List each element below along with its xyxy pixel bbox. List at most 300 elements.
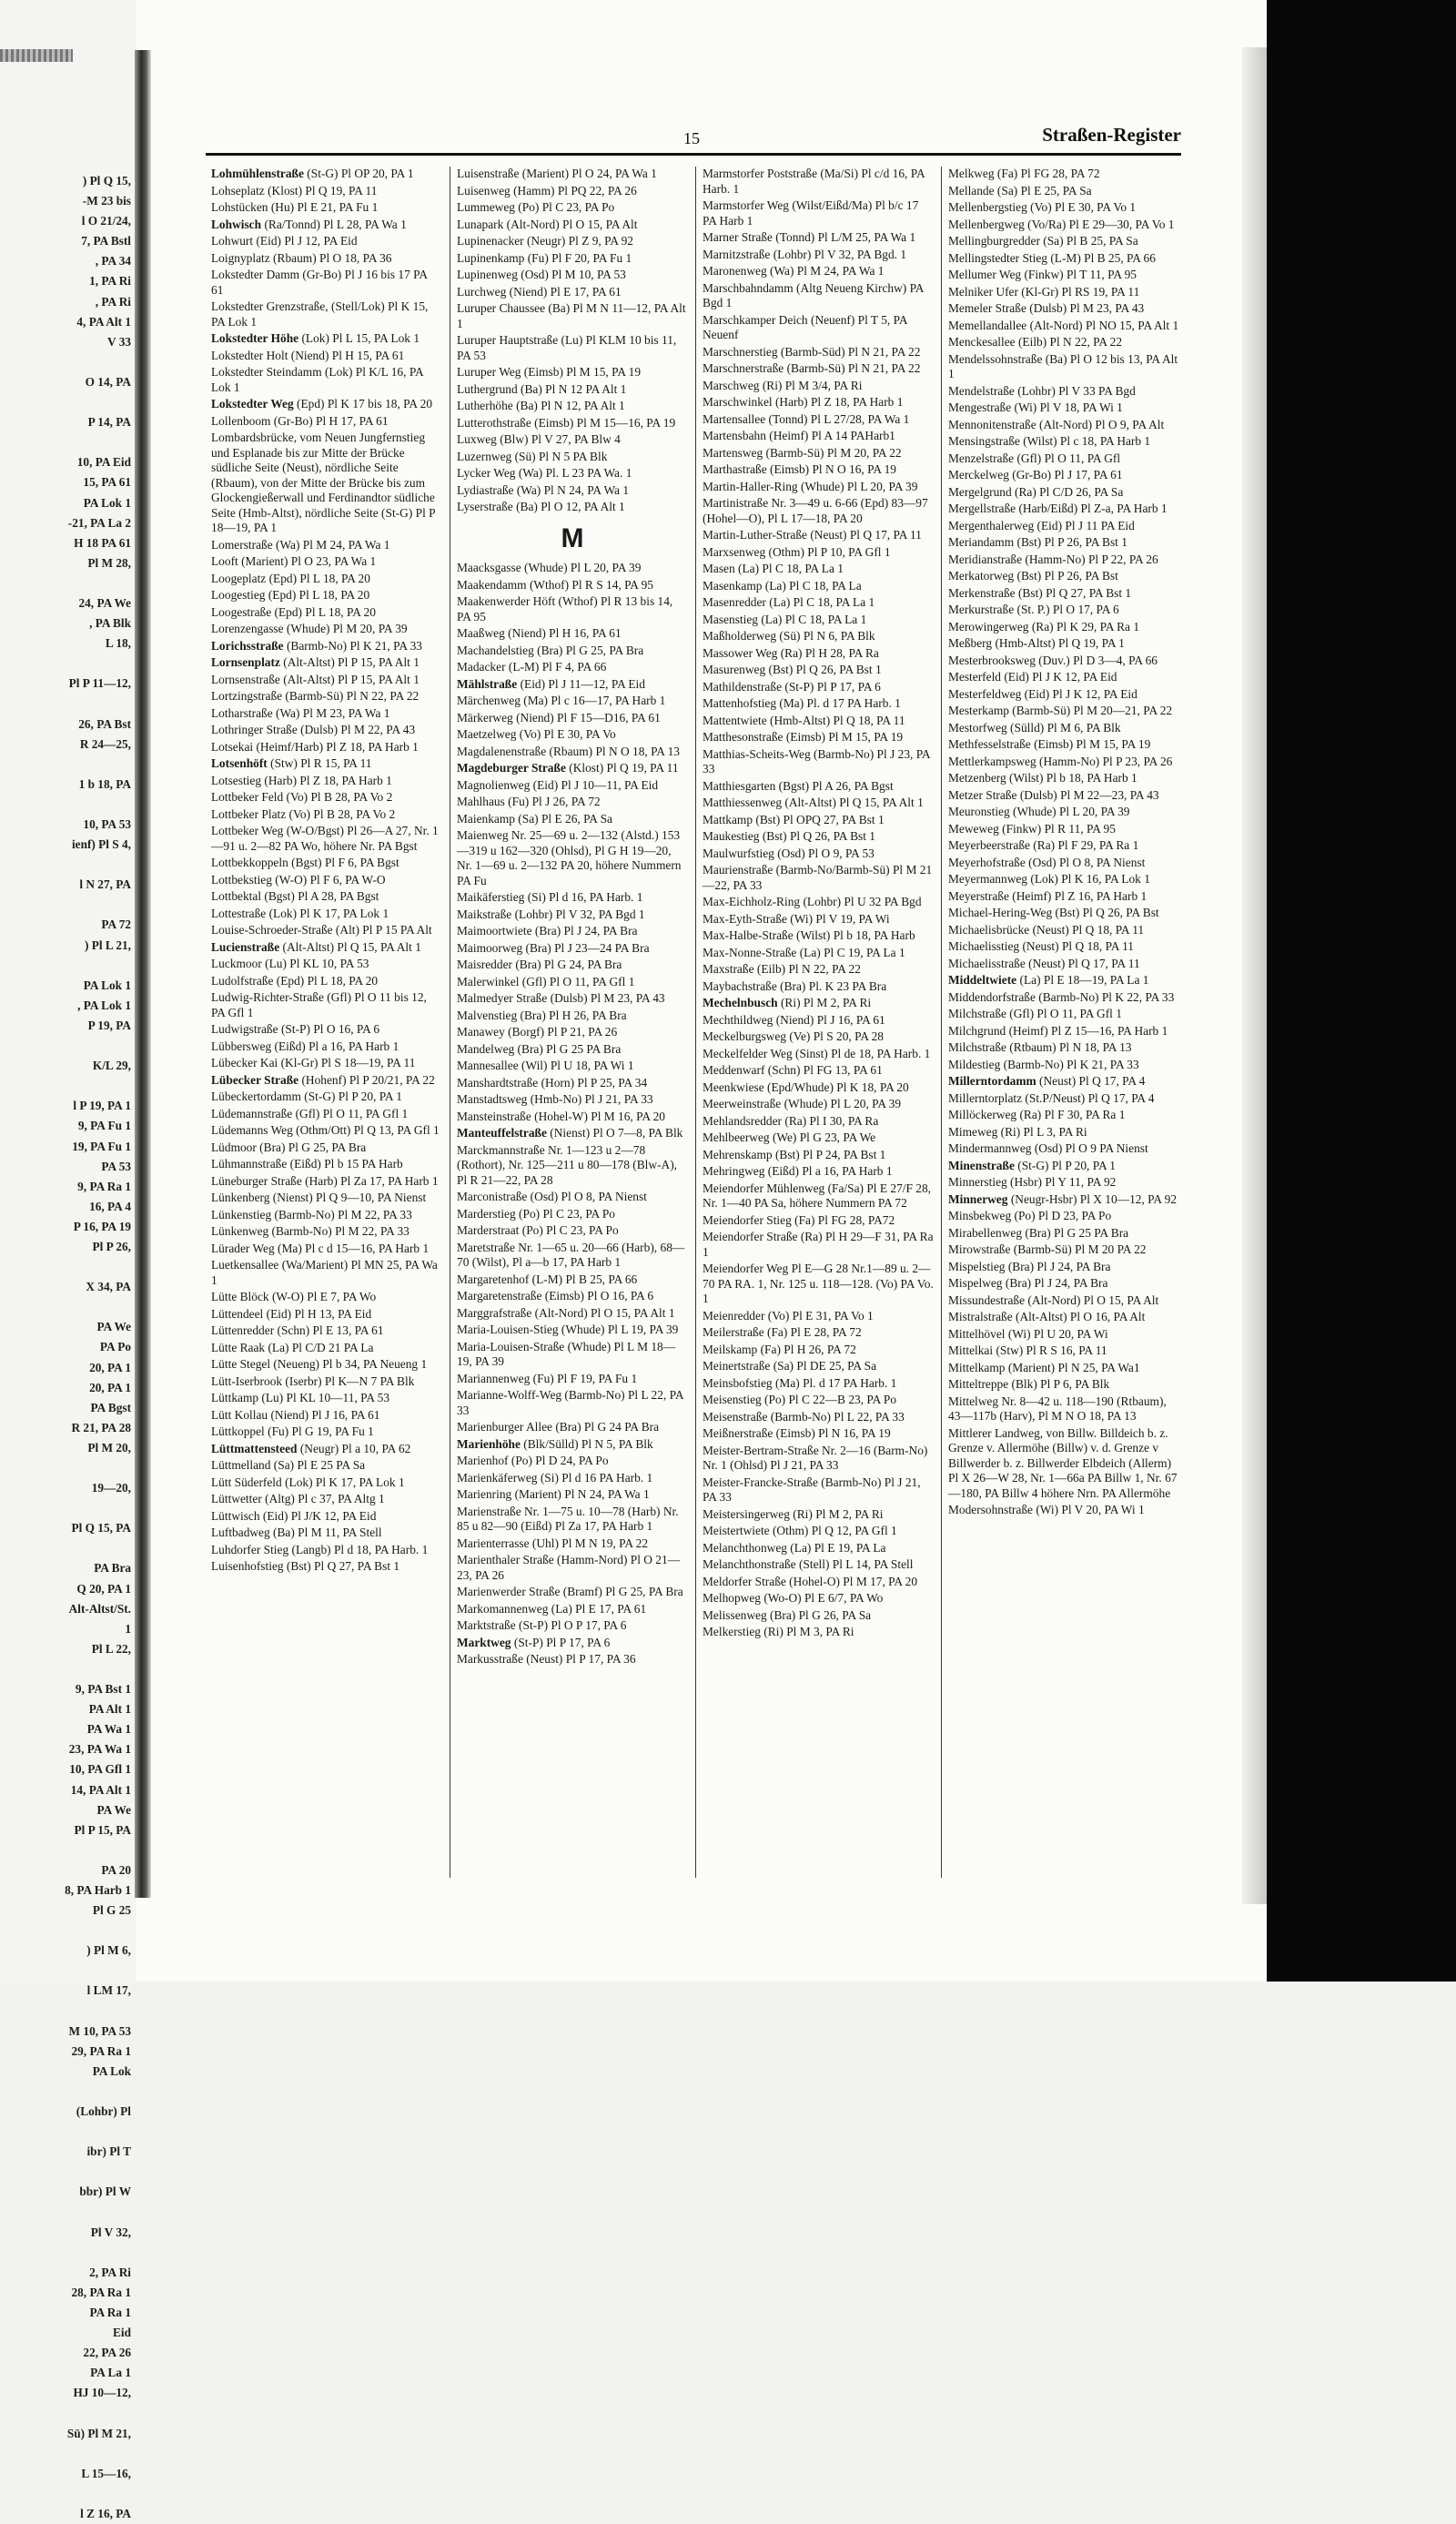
street-details: Marienthaler Straße (Hamm-Nord) Pl O 21—23, PA 26 [457,1553,681,1582]
street-details: Lottbekstieg (W-O) Pl F 6, PA W-O [211,872,386,887]
street-entry [948,788,1179,804]
previous-page-line: PA Wa 1 [86,1722,131,1737]
street-entry [457,594,688,624]
street-entry [948,569,1179,584]
street-entry [948,1159,1179,1174]
street-entry [211,1509,442,1525]
street-entry [457,218,688,233]
street-details: Lornsenstraße (Alt-Altst) Pl P 15, PA Alt 1 [211,672,420,686]
street-entry [703,1309,934,1324]
street-name-bold: Millerntordamm [948,1074,1036,1088]
street-entry [948,973,1179,988]
street-details: Ludolfstraße (Epd) Pl L 18, PA 20 [211,973,379,988]
street-entry [948,434,1179,450]
street-details: Marschnerstraße (Barmb-Sü) Pl N 21, PA 22 [703,361,921,375]
street-details: Meckelburgsweg (Ve) Pl S 20, PA 28 [703,1029,884,1043]
street-entry [211,1492,442,1507]
street-entry [457,1025,688,1040]
street-details: Lottestraße (Lok) Pl K 17, PA Lok 1 [211,906,389,920]
previous-page-lines [4,171,131,2524]
street-details: Meister-Francke-Straße (Barmb-No) Pl J 21, PA 33 [703,1475,921,1504]
street-entry [211,1208,442,1223]
previous-page-line [4,1076,131,1096]
street-details: Mariannenweg (Fu) Pl F 19, PA Fu 1 [457,1371,638,1385]
street-details: Mesterfeld (Eid) Pl J K 12, PA Eid [948,670,1117,684]
street-entry [948,268,1179,283]
street-details: (Hohenf) Pl P 20/21, PA 22 [301,1072,435,1087]
previous-page-line: 29, PA Ra 1 [71,2043,131,2058]
street-entry [703,1591,934,1607]
street-details: Marienhof (Po) Pl D 24, PA Po [457,1454,609,1467]
street-entry [948,704,1179,719]
street-name-bold: Minnerweg [948,1191,1008,1206]
previous-page-line: PA 72 [101,917,131,932]
street-entry [948,1503,1179,1518]
previous-page-line: Q 20, PA 1 [76,1581,131,1596]
street-details: Mattentwiete (Hmb-Altst) Pl Q 18, PA 11 [703,713,905,727]
street-details: Lüttendeel (Eid) Pl H 13, PA Eid [211,1306,372,1321]
street-details: Lütte Blöck (W-O) Pl E 7, PA Wo [211,1290,377,1303]
street-details: Mannesallee (Wil) Pl U 18, PA Wi 1 [457,1059,634,1072]
street-entry [211,824,442,854]
street-entry [211,807,442,823]
street-details: Marthastraße (Eimsb) Pl N O 16, PA 19 [703,462,896,476]
street-details: Luruper Weg (Eimsb) Pl M 15, PA 19 [457,365,642,379]
street-entry [457,416,688,431]
street-details: Lollenboom (Gr-Bo) Pl H 17, PA 61 [211,413,389,428]
street-details: Mittelhövel (Wi) Pl U 20, PA Wi [948,1326,1108,1341]
street-entry [948,234,1179,249]
street-entry [211,957,442,972]
street-entry [211,655,442,671]
street-details: Mengestraße (Wi) Pl V 18, PA Wi 1 [948,400,1123,414]
street-details: (Neust) Pl Q 17, PA 4 [1039,1074,1146,1088]
street-details: Marianne-Wolff-Weg (Barmb-No) Pl L 22, PA 33 [457,1388,683,1417]
street-details: Masen (La) Pl C 18, PA La 1 [703,562,844,575]
previous-page-line: M 10, PA 53 [68,2023,131,2038]
previous-page-line: HJ 10—12, [73,2386,131,2400]
street-entry [457,1076,688,1091]
street-entry [703,680,934,695]
street-entry [457,907,688,923]
street-details: Meddenwarf (Schn) Pl FG 13, PA 61 [703,1063,883,1077]
previous-page-line: ienf) Pl S 4, [71,837,131,852]
street-details: Lübecker Kai (Kl-Gr) Pl S 18—19, PA 11 [211,1056,416,1069]
street-name-bold: Lohwisch [211,217,262,231]
street-entry [703,928,934,944]
street-details: Lohwurt (Eid) Pl J 12, PA Eid [211,234,358,248]
street-details: Madacker (L-M) Pl F 4, PA 66 [457,660,607,674]
street-entry [703,646,934,662]
street-entry [703,528,934,543]
street-details: Maikstraße (Lohbr) Pl V 32, PA Bgd 1 [457,907,645,921]
previous-page-line: X 34, PA [86,1280,131,1294]
street-entry [211,1107,442,1122]
street-entry [457,1306,688,1322]
street-entry [457,958,688,973]
street-entry [948,1108,1179,1123]
street-entry [211,907,442,922]
street-details: Marner Straße (Tonnd) Pl L/M 25, PA Wa 1 [703,230,916,244]
street-entry [211,1559,442,1575]
page-stamp-strip [0,49,73,62]
previous-page-line: Pl M 20, [87,1440,131,1455]
street-entry [948,184,1179,199]
street-entry [211,706,442,722]
previous-page-line [4,1257,131,1277]
street-name-bold: Manteuffelstraße [457,1126,547,1140]
street-name-bold: Lotsenhöft [211,756,268,770]
street-details: Lohstücken (Hu) Pl E 21, PA Fu 1 [211,200,379,214]
street-entry [948,687,1179,703]
street-details: Mathildenstraße (St-P) Pl P 17, PA 6 [703,679,881,694]
street-details: Meiendorfer Mühlenweg (Fa/Sa) Pl E 27/F 28, Nr. 1—40 PA Sa, höhere Nummern PA 72 [703,1181,932,1210]
previous-page-line [4,2403,131,2423]
street-entry [457,333,688,363]
street-entry [948,1074,1179,1090]
previous-page-line: PA We [96,1802,131,1817]
previous-page-line: 22, PA 26 [83,2346,131,2360]
street-entry [948,1361,1179,1376]
street-entry [948,1125,1179,1140]
previous-page-line: PA Lok 1 [83,978,131,992]
street-entry [948,755,1179,770]
street-entry [948,285,1179,300]
street-details: Luetkensallee (Wa/Marient) Pl MN 25, PA Wa 1 [211,1258,438,1287]
street-entry [948,400,1179,416]
street-details: Mirabellenweg (Bra) Pl G 25 PA Bra [948,1225,1129,1240]
street-details: Lohseplatz (Klost) Pl Q 19, PA 11 [211,183,378,198]
street-details: Malerwinkel (Gfl) Pl O 11, PA Gfl 1 [457,974,635,988]
previous-page-line: -M 23 bis [82,194,131,208]
street-entry [457,466,688,481]
street-details: Markomannenweg (La) Pl E 17, PA 61 [457,1601,647,1616]
street-details: Maxstraße (Eilb) Pl N 22, PA 22 [703,962,861,976]
street-entry [703,1164,934,1180]
street-name-bold: Minenstraße [948,1158,1015,1172]
street-entry [457,761,688,776]
street-details: Lütte Raak (La) Pl C/D 21 PA La [211,1340,374,1354]
street-details: (Barmb-No) Pl K 21, PA 33 [286,638,422,653]
street-entry [457,1126,688,1141]
street-entry [211,889,442,905]
street-entry [211,1073,442,1089]
street-details: Meyerstraße (Heimf) Pl Z 16, PA Harb 1 [948,888,1148,903]
street-details: Missundestraße (Alt-Nord) Pl O 15, PA Alt [948,1292,1159,1307]
street-entry [457,1042,688,1058]
street-entry [948,418,1179,433]
street-entry [703,1063,934,1079]
street-details: Luruper Chaussee (Ba) Pl M N 11—12, PA Alt 1 [457,301,686,330]
street-entry [948,1242,1179,1258]
street-entry [948,468,1179,483]
previous-page-line: 19—20, [91,1481,131,1495]
street-entry [211,1140,442,1156]
street-entry [211,1374,442,1390]
street-details: Meister-Bertram-Straße Nr. 2—16 (Barm-No) Nr. 1 (Ohlsd) Pl J 21, PA 33 [703,1443,928,1472]
street-details: Mellenbergweg (Vo/Ra) Pl E 29—30, PA Vo 1 [948,217,1175,231]
previous-page-line: 2, PA Ri [89,2265,131,2279]
street-details: Luruper Hauptstraße (Lu) Pl KLM 10 bis 11, PA 53 [457,333,677,362]
street-details: Mirowstraße (Barmb-Sü) Pl M 20 PA 22 [948,1242,1147,1256]
street-name-bold: Marktweg [457,1635,511,1649]
street-entry [948,1024,1179,1039]
street-details: Louise-Schroeder-Straße (Alt) Pl P 15 PA Alt [211,923,432,937]
street-details: Mitteltreppe (Blk) Pl P 6, PA Blk [948,1377,1110,1391]
street-entry [211,1174,442,1190]
previous-page-line [4,2202,131,2222]
previous-page-line: (Lohbr) Pl [76,2104,131,2118]
street-details: (Blk/Sülld) Pl N 5, PA Blk [523,1436,653,1451]
street-details: Meilerstraße (Fa) Pl E 28, PA 72 [703,1325,862,1339]
street-entry [703,979,934,995]
street-entry [211,1357,442,1373]
street-entry [703,962,934,978]
street-entry [211,1526,442,1541]
street-entry [948,1310,1179,1325]
street-name-bold: Lübecker Straße [211,1072,299,1087]
previous-page-line: Pl P 11—12, [68,676,131,691]
street-details: Meistersingerweg (Ri) Pl M 2, PA Ri [703,1506,884,1521]
street-details: Meuronstieg (Whude) Pl L 20, PA 39 [948,805,1130,818]
street-entry [211,940,442,956]
street-details: Matthiesgarten (Bgst) Pl A 26, PA Bgst [703,778,894,793]
street-entry [457,1272,688,1288]
street-entry [703,863,934,893]
street-details: Loignyplatz (Rbaum) Pl O 18, PA 36 [211,250,392,265]
street-entry [703,1148,934,1163]
street-details: Modersohnstraße (Wi) Pl V 20, PA Wi 1 [948,1503,1145,1516]
street-details: (Lok) Pl L 15, PA Lok 1 [301,331,420,345]
street-details: Mildestieg (Barmb-No) Pl K 21, PA 33 [948,1057,1139,1071]
street-entry [211,431,442,536]
street-name-bold: Mählstraße [457,676,518,691]
street-details: Martensweg (Barmb-Sü) Pl M 20, PA 22 [703,445,902,460]
street-details: Merkurstraße (St. P.) Pl O 17, PA 6 [948,603,1119,616]
street-entry [703,545,934,561]
street-details: Lurchweg (Niend) Pl E 17, PA 61 [457,284,622,299]
street-entry [703,1557,934,1573]
street-details: Michaelisstieg (Neust) Pl Q 18, PA 11 [948,939,1134,953]
street-entry [948,805,1179,820]
street-details: Maretstraße Nr. 1—65 u. 20—66 (Harb), 68—70 (Wilst), Pl a—b 17, PA Harb 1 [457,1240,685,1269]
previous-page-line: P 16, PA 19 [73,1219,131,1233]
street-entry [457,1289,688,1304]
street-entry [703,1376,934,1392]
street-entry [948,1260,1179,1275]
page-number: 15 [683,129,700,147]
street-details: Lütt-Iserbrook (Iserbr) Pl K—N 7 PA Blk [211,1374,415,1388]
street-entry [948,872,1179,887]
street-details: Manawey (Borgf) Pl P 21, PA 26 [457,1025,618,1039]
street-details: Lütt Kollau (Niend) Pl J 16, PA 61 [211,1407,380,1422]
register-column-2 [457,167,688,1669]
street-entry [457,727,688,743]
street-details: Mergenthalerweg (Eid) Pl J 11 PA Eid [948,518,1135,532]
street-details: (St-G) Pl OP 20, PA 1 [307,167,414,180]
street-details: Merowingerweg (Ra) Pl K 29, PA Ra 1 [948,619,1140,634]
street-entry [703,595,934,611]
previous-page-line: 10, PA Eid [76,455,131,470]
street-entry [703,480,934,495]
street-details: Meridianstraße (Hamm-No) Pl P 22, PA 26 [948,552,1158,566]
street-details: Lyserstraße (Ba) Pl O 12, PA Alt 1 [457,500,625,513]
street-entry [948,1209,1179,1224]
previous-page-line [4,895,131,915]
street-entry [457,1652,688,1667]
street-details: Mispelweg (Bra) Pl J 24, PA Bra [948,1276,1108,1290]
street-entry [211,1323,442,1339]
street-entry [703,1444,934,1474]
street-entry [211,1307,442,1323]
street-details: Matthiessenweg (Alt-Altst) Pl Q 15, PA Alt 1 [703,796,924,809]
street-details: Maria-Louisen-Stieg (Whude) Pl L 19, PA 39 [457,1323,679,1336]
street-details: Millöckerweg (Ra) Pl F 30, PA Ra 1 [948,1108,1126,1121]
previous-page-line [4,1498,131,1518]
street-details: Marschnerstieg (Barmb-Süd) Pl N 21, PA 22 [703,344,921,359]
street-details: Max-Eichholz-Ring (Lohbr) Pl U 32 PA Bgd [703,895,922,908]
previous-page-line: l N 27, PA [79,877,131,892]
street-details: Marschkamper Deich (Neuenf) Pl T 5, PA Neuenf [703,312,907,341]
street-entry [703,281,934,311]
street-details: Luzernweg (Sü) Pl N 5 PA Blk [457,449,608,463]
street-entry [211,1341,442,1356]
street-details: Lüneburger Straße (Harb) Pl Za 17, PA Harb 1 [211,1173,439,1188]
street-details: Lüttwisch (Eid) Pl J/K 12, PA Eid [211,1508,377,1523]
previous-page-line: Pl P 15, PA [74,1822,131,1837]
street-entry [948,771,1179,786]
previous-page-line: -21, PA La 2 [67,515,131,530]
street-details: Meriandamm (Bst) Pl P 26, PA Bst 1 [948,535,1127,549]
street-entry [703,1608,934,1624]
street-details: Meweweg (Finkw) Pl R 11, PA 95 [948,821,1116,836]
previous-page-line: 9, PA Bst 1 [75,1682,131,1697]
street-details: Melanchthonweg (La) Pl E 19, PA La [703,1540,886,1555]
street-entry [703,167,934,197]
street-entry [948,721,1179,736]
street-details: Millerntorplatz (St.P/Neust) Pl Q 17, PA 4 [948,1090,1155,1105]
street-name-bold: Middeltwiete [948,973,1017,987]
street-details: Marconistraße (Osd) Pl O 8, PA Nienst [457,1190,647,1203]
street-entry [703,379,934,394]
street-entry [703,895,934,910]
street-details: Magnolienweg (Eid) Pl J 10—11, PA Eid [457,777,659,792]
street-entry [211,218,442,233]
street-details: Lutherhöhe (Ba) Pl N 12, PA Alt 1 [457,399,625,412]
street-name-bold: Lokstedter Höhe [211,331,299,345]
previous-page-line: PA 53 [101,1159,131,1173]
street-entry [211,538,442,553]
street-entry [703,1029,934,1045]
previous-page-line: 28, PA Ra 1 [71,2285,131,2299]
street-entry [703,730,934,745]
street-details: (Alt-Altst) Pl Q 15, PA Alt 1 [282,939,421,954]
street-details: Maurienstraße (Barmb-No/Barmb-Sü) Pl M 21—22, PA 33 [703,863,933,892]
previous-page-line: ) Pl M 6, [86,1943,131,1958]
street-details: Mellingstedter Stieg (L-M) Pl B 25, PA 66 [948,250,1156,265]
street-details: Lottbeker Platz (Vo) Pl B 28, PA Vo 2 [211,806,396,821]
street-details: Melkerstieg (Ri) Pl M 3, PA Ri [703,1625,854,1638]
street-details: Matthesonstraße (Eimsb) Pl M 15, PA 19 [703,730,904,744]
street-details: Lüttkamp (Lu) Pl KL 10—11, PA 53 [211,1391,390,1404]
street-details: Maetzelweg (Vo) Pl E 30, PA Vo [457,727,616,741]
street-details: Mensingstraße (Wilst) Pl c 18, PA Harb 1 [948,434,1151,448]
previous-page-line: R 21, PA 28 [71,1420,131,1434]
street-details: Mesterfeldweg (Eid) Pl J K 12, PA Eid [948,686,1138,701]
street-entry [457,1059,688,1074]
street-entry [948,957,1179,972]
street-entry [948,889,1179,905]
street-details: Martinistraße Nr. 3—49 u. 6-66 (Epd) 83—97 (Hohel—O), Pl L 17—18, PA 20 [703,496,928,525]
previous-page-line: ) Pl Q 15, [82,174,131,188]
previous-page-line: 1 [125,1621,131,1636]
street-entry [211,639,442,654]
street-entry [457,1536,688,1552]
street-entry [703,1541,934,1556]
book-gutter [135,50,151,1898]
street-details: Lüttmelland (Sa) Pl E 25 PA Sa [211,1458,366,1472]
street-details: Margaretenstraße (Eimsb) Pl O 16, PA 6 [457,1289,654,1303]
street-details: Luhdorfer Stieg (Langb) Pl d 18, PA Harb. 1 [211,1542,429,1556]
previous-page-line: l O 21/24, [81,214,131,228]
street-details: Meinsbofstieg (Ma) Pl. d 17 PA Harb. 1 [703,1375,897,1390]
header-rule [206,153,1181,156]
street-entry [211,873,442,888]
page-edge-shadow [1242,47,1267,1904]
previous-page-line: 14, PA Alt 1 [70,1782,131,1797]
street-details: Masenstieg (La) Pl C 18, PA La 1 [703,612,867,626]
street-entry [457,1223,688,1239]
street-entry [703,198,934,228]
street-details: Lokstedter Steindamm (Lok) Pl K/L 16, PA Lok 1 [211,365,423,394]
street-details: Meyermannweg (Lok) Pl K 16, PA Lok 1 [948,872,1150,886]
street-entry [211,251,442,267]
street-entry [703,412,934,428]
street-entry [703,796,934,811]
street-entry [211,1090,442,1105]
street-details: Mittelkamp (Marient) Pl N 25, PA Wa1 [948,1360,1140,1374]
previous-page-line [4,1961,131,1981]
previous-page-line: 4, PA Alt 1 [76,314,131,329]
street-details: Milchstraße (Rtbaum) Pl N 18, PA 13 [948,1040,1132,1054]
street-entry [948,822,1179,837]
street-entry [948,1343,1179,1359]
street-entry [211,299,442,329]
street-entry [703,1114,934,1130]
street-entry [948,654,1179,669]
street-details: Machandelstieg (Bra) Pl G 25, PA Bra [457,643,644,657]
street-entry [211,1290,442,1305]
street-entry [211,234,442,249]
street-details: Marmstorfer Weg (Wilst/Eißd/Ma) Pl b/c 17 PA Harb 1 [703,198,919,228]
street-entry [948,838,1179,854]
page-title: Straßen-Register [1042,124,1181,146]
street-entry [457,578,688,593]
previous-page-line: , PA Lok 1 [77,998,131,1012]
street-entry [457,1454,688,1469]
street-details: Lokstedter Damm (Gr-Bo) Pl J 16 bis 17 PA 61 [211,268,428,297]
street-entry [703,1575,934,1590]
street-entry [703,696,934,712]
previous-page-line: Alt-Altst/St. [68,1601,131,1616]
street-details: Meiendorfer Weg Pl E—G 28 Nr.1—89 u. 2—70 PA RA. 1, Nr. 125 u. 118—128. (Vo) PA Vo. 1 [703,1262,934,1305]
previous-page-line: 1 b 18, PA [78,776,131,791]
previous-page-line: 8, PA Harb 1 [65,1882,131,1897]
previous-page-line: L 18, [105,636,131,651]
street-details: Meilskamp (Fa) Pl H 26, PA 72 [703,1342,856,1356]
previous-page-line [4,2484,131,2504]
previous-page-line [4,352,131,372]
